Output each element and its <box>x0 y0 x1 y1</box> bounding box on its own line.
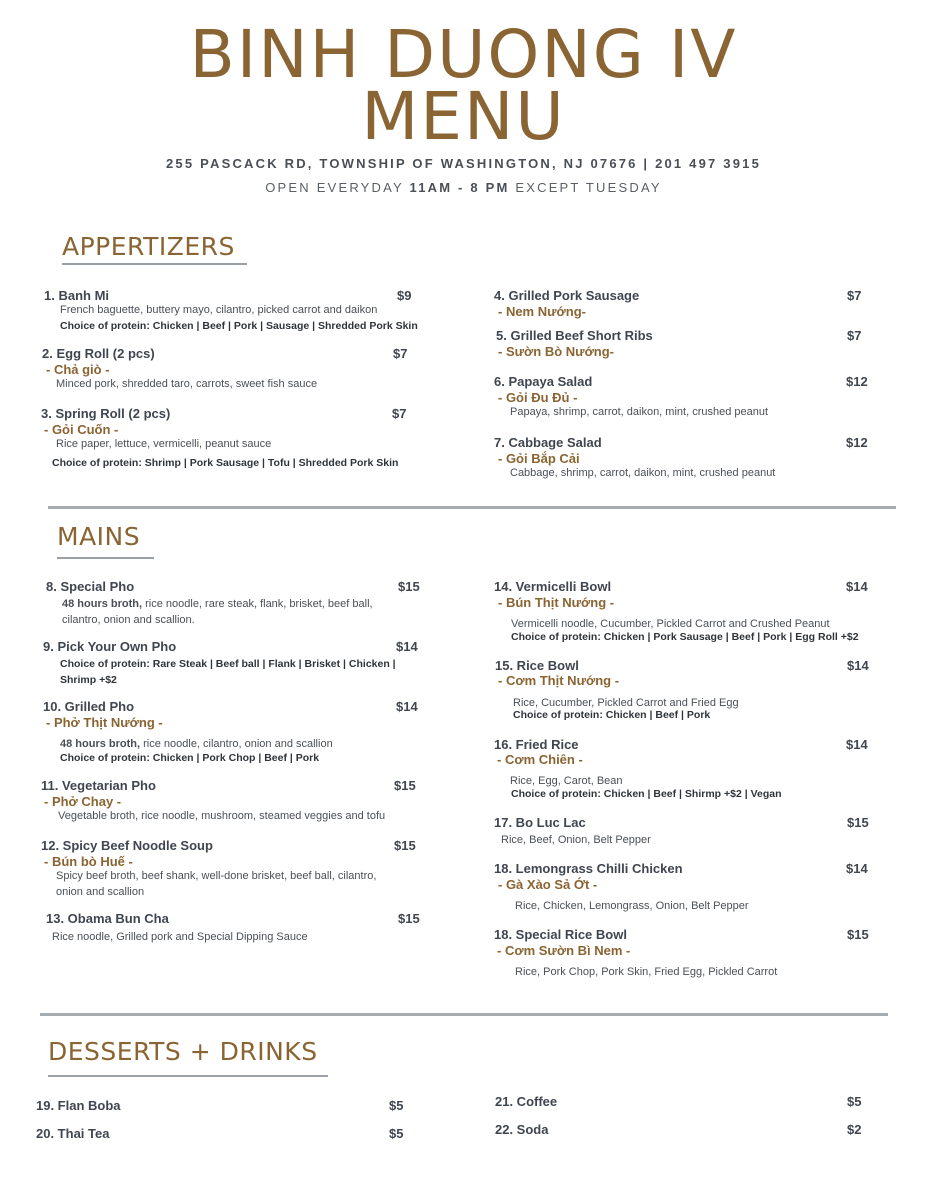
item-vietnamese-name: - Nem Nướng- <box>498 304 586 319</box>
broth-note: 48 hours broth, <box>62 598 143 610</box>
item-description: Rice, Pork Chop, Pork Skin, Fried Egg, Pickled Carrot <box>515 966 778 978</box>
item-description <box>62 598 373 610</box>
item-protein-choice: Choice of protein: Chicken | Beef | Pork | Sausage | Shredded Pork Skin <box>60 320 418 332</box>
item-description: Vegetable broth, rice noodle, mushroom, steamed veggies and tofu <box>58 810 386 822</box>
item-description: Rice, Chicken, Lemongrass, Onion, Belt Pepper <box>515 900 749 912</box>
item-vietnamese-name: - Gỏi Cuốn - <box>44 422 119 437</box>
item-name: 8. Special Pho <box>46 579 135 594</box>
item-price: $15 <box>398 579 420 594</box>
item-vietnamese-name: - Cơm Sườn Bì Nem - <box>497 943 631 958</box>
item-description-line2: cilantro, onion and scallion. <box>62 614 195 626</box>
item-protein-choice: Choice of protein: Chicken | Pork Sausage | Beef | Pork | Egg Roll +$2 <box>511 631 859 643</box>
item-price: $5 <box>847 1094 862 1109</box>
restaurant-name: BINH DUONG IV <box>189 16 738 93</box>
item-vietnamese-name: - Sườn Bò Nướng- <box>498 344 615 359</box>
item-vietnamese-name: - Bún bò Huế - <box>44 854 133 869</box>
item-name: 9. Pick Your Own Pho <box>43 639 177 654</box>
item-price: $14 <box>847 658 869 673</box>
opening-hours <box>0 180 927 195</box>
item-name: 12. Spicy Beef Noodle Soup <box>41 838 213 853</box>
item-protein-choice: Choice of protein: Shrimp | Pork Sausage | Tofu | Shredded Pork Skin <box>52 457 399 469</box>
item-name: 18. Lemongrass Chilli Chicken <box>494 861 683 876</box>
item-protein-choice: Choice of protein: Chicken | Pork Chop | Beef | Pork <box>60 752 320 764</box>
item-name: 17. Bo Luc Lac <box>494 815 586 830</box>
desserts-heading: DESSERTS + DRINKS <box>48 1037 318 1066</box>
item-vietnamese-name: - Phở Chay - <box>44 794 122 809</box>
item-price: $7 <box>392 406 407 421</box>
item-description: Minced pork, shredded taro, carrots, sweet fish sauce <box>56 378 318 390</box>
description-text: rice noodle, cilantro, onion and scallion <box>140 738 333 750</box>
item-protein-choice: Choice of protein: Rare Steak | Beef ball | Flank | Brisket | Chicken | <box>60 658 396 670</box>
hours-prefix: OPEN EVERYDAY <box>265 180 410 195</box>
item-price: $15 <box>847 927 869 942</box>
item-price: $15 <box>847 815 869 830</box>
item-price: $7 <box>393 346 408 361</box>
address-phone: 255 PASCACK RD, TOWNSHIP OF WASHINGTON, NJ 07676 | 201 497 3915 <box>166 156 761 171</box>
desserts-underline <box>48 1075 328 1077</box>
item-price: $15 <box>394 838 416 853</box>
item-protein-choice: Choice of protein: Chicken | Beef | Pork <box>513 709 711 721</box>
item-protein-choice-line2: Shrimp +$2 <box>60 674 117 686</box>
item-name: 14. Vermicelli Bowl <box>494 579 612 594</box>
item-name: 1. Banh Mi <box>44 288 110 303</box>
item-description: Spicy beef broth, beef shank, well-done brisket, beef ball, cilantro, <box>56 870 377 882</box>
item-description: Rice paper, lettuce, vermicelli, peanut sauce <box>56 438 272 450</box>
item-vietnamese-name: - Gà Xào Sả Ớt - <box>498 877 598 892</box>
item-name: 10. Grilled Pho <box>43 699 135 714</box>
section-divider <box>40 1013 888 1016</box>
item-name: 15. Rice Bowl <box>495 658 579 673</box>
item-name: 19. Flan Boba <box>36 1098 121 1113</box>
item-description: Rice, Cucumber, Pickled Carrot and Fried Egg <box>513 697 739 709</box>
section-divider <box>48 506 896 509</box>
item-vietnamese-name: - Gỏi Đu Đủ - <box>498 390 578 405</box>
appetizers-underline <box>62 263 247 265</box>
item-price: $14 <box>846 861 868 876</box>
item-price: $12 <box>846 374 868 389</box>
description-text: rice noodle, rare steak, flank, brisket, beef ball, <box>142 598 373 610</box>
item-protein-choice: Choice of protein: Chicken | Beef | Shirmp +$2 | Vegan <box>511 788 782 800</box>
hours-times: 11AM - 8 PM <box>409 180 510 195</box>
item-name: 22. Soda <box>495 1122 549 1137</box>
item-vietnamese-name: - Cơm Thịt Nướng - <box>498 673 620 688</box>
hours-suffix: EXCEPT TUESDAY <box>509 180 662 195</box>
item-name: 16. Fried Rice <box>494 737 579 752</box>
item-price: $14 <box>846 737 868 752</box>
item-description: Papaya, shrimp, carrot, daikon, mint, crushed peanut <box>510 406 769 418</box>
item-name: 3. Spring Roll (2 pcs) <box>41 406 171 421</box>
item-vietnamese-name: - Bún Thịt Nướng - <box>498 595 615 610</box>
item-description: Cabbage, shrimp, carrot, daikon, mint, crushed peanut <box>510 467 776 479</box>
item-price: $12 <box>846 435 868 450</box>
item-vietnamese-name: - Cơm Chiên - <box>497 752 583 767</box>
item-description: French baguette, buttery mayo, cilantro, picked carrot and daikon <box>60 304 378 316</box>
item-price: $9 <box>397 288 412 303</box>
item-vietnamese-name: - Chả giò - <box>46 362 110 377</box>
item-name: 5. Grilled Beef Short Ribs <box>496 328 653 343</box>
item-price: $7 <box>847 288 862 303</box>
item-price: $2 <box>847 1122 862 1137</box>
item-name: 6. Papaya Salad <box>494 374 593 389</box>
item-name: 11. Vegetarian Pho <box>41 778 156 793</box>
item-name: 21. Coffee <box>495 1094 558 1109</box>
menu-title: MENU <box>361 78 566 155</box>
mains-underline <box>57 557 154 559</box>
item-description: Rice, Egg, Carot, Bean <box>510 775 623 787</box>
item-price: $14 <box>396 699 418 714</box>
item-price: $15 <box>398 911 420 926</box>
item-name: 7. Cabbage Salad <box>494 435 602 450</box>
item-vietnamese-name: - Phở Thịt Nướng - <box>46 715 163 730</box>
item-name: 2. Egg Roll (2 pcs) <box>42 346 155 361</box>
item-price: $14 <box>846 579 868 594</box>
item-vietnamese-name: - Gỏi Bắp Cải <box>498 451 580 466</box>
item-description: Rice noodle, Grilled pork and Special Dipping Sauce <box>52 931 308 943</box>
item-price: $7 <box>847 328 862 343</box>
item-name: 20. Thai Tea <box>36 1126 110 1141</box>
item-price: $15 <box>394 778 416 793</box>
item-name: 13. Obama Bun Cha <box>46 911 169 926</box>
item-description-line2: onion and scallion <box>56 886 145 898</box>
appetizers-heading: APPERTIZERS <box>62 232 235 261</box>
item-price: $5 <box>389 1126 404 1141</box>
item-price: $5 <box>389 1098 404 1113</box>
item-description: Rice, Beef, Onion, Belt Pepper <box>501 834 651 846</box>
item-name: 4. Grilled Pork Sausage <box>494 288 640 303</box>
item-price: $14 <box>396 639 418 654</box>
item-name: 18. Special Rice Bowl <box>494 927 627 942</box>
broth-note: 48 hours broth, <box>60 738 141 750</box>
item-description: Vermicelli noodle, Cucumber, Pickled Carrot and Crushed Peanut <box>511 618 830 630</box>
item-description <box>60 738 333 750</box>
mains-heading: MAINS <box>57 522 141 551</box>
